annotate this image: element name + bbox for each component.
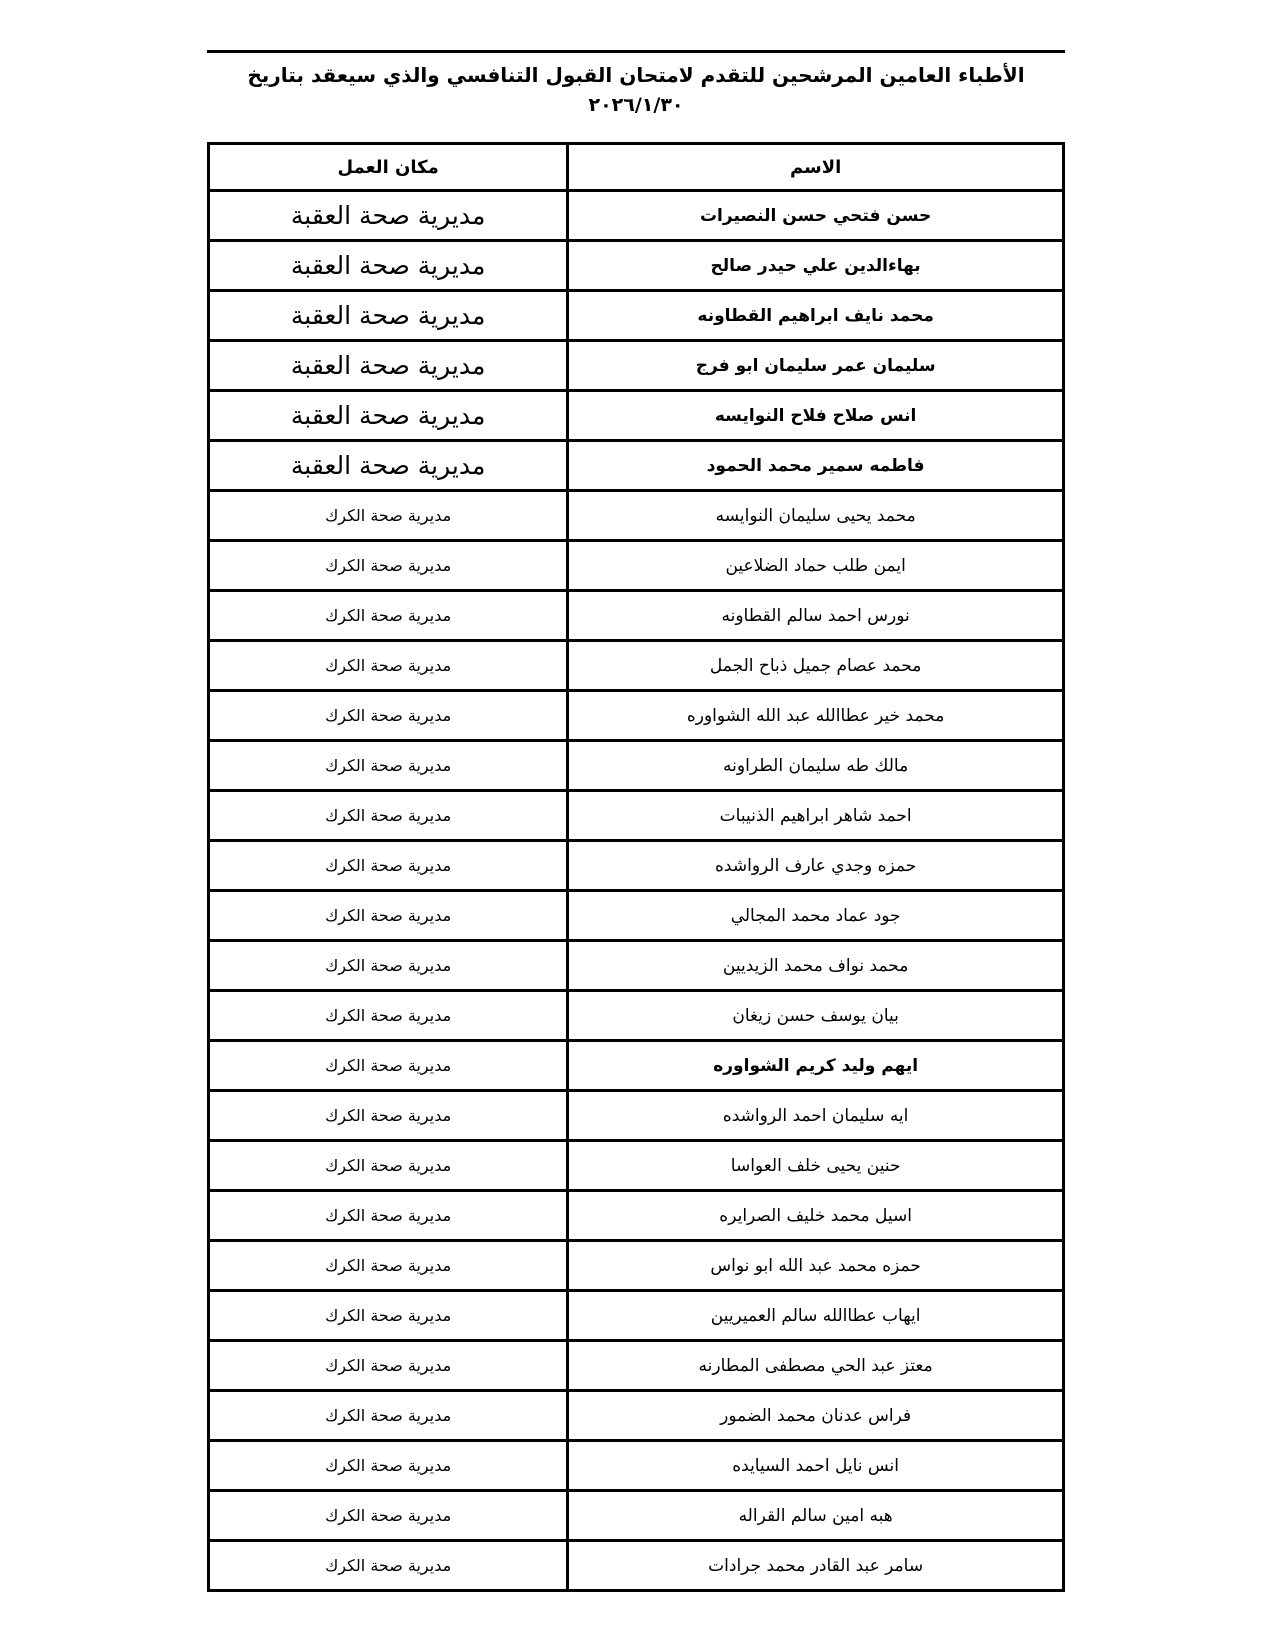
doctor-name-cell: بيان يوسف حسن زيغان <box>568 991 1064 1041</box>
doctor-name-cell: انس نايل احمد السيايده <box>568 1441 1064 1491</box>
doctor-name-cell: ايهم وليد كريم الشواوره <box>568 1041 1064 1091</box>
exam-date: ٢٠٢٦/١/٣٠ <box>588 94 684 116</box>
doctor-name-cell: محمد نواف محمد الزيديين <box>568 941 1064 991</box>
workplace-cell: مديرية صحة الكرك <box>209 1291 568 1341</box>
doctor-name-cell: هبه امين سالم القراله <box>568 1491 1064 1541</box>
doctor-name-cell: معتز عبد الحي مصطفى المطارنه <box>568 1341 1064 1391</box>
workplace-cell: مديرية صحة الكرك <box>209 1141 568 1191</box>
table-row <box>209 191 1064 241</box>
doctor-name-cell: فاطمه سمير محمد الحمود <box>568 441 1064 491</box>
workplace-cell: مديرية صحة الكرك <box>209 491 568 541</box>
table-row <box>209 1541 1064 1591</box>
table-row <box>209 1191 1064 1241</box>
table-row <box>209 741 1064 791</box>
table-row <box>209 491 1064 541</box>
table-row <box>209 441 1064 491</box>
table-row <box>209 1491 1064 1541</box>
workplace-column-header: مكان العمل <box>209 144 568 191</box>
name-column-header: الاسم <box>568 144 1064 191</box>
doctor-name-cell: حمزه وجدي عارف الرواشده <box>568 841 1064 891</box>
doctor-name-cell: محمد نايف ابراهيم القطاونه <box>568 291 1064 341</box>
table-row <box>209 1441 1064 1491</box>
table-row <box>209 891 1064 941</box>
doctor-name-cell: محمد خير عطاالله عبد الله الشواوره <box>568 691 1064 741</box>
doctor-name-cell: مالك طه سليمان الطراونه <box>568 741 1064 791</box>
table-row <box>209 291 1064 341</box>
workplace-cell: مديرية صحة الكرك <box>209 1491 568 1541</box>
table-row <box>209 1341 1064 1391</box>
header-rule <box>207 50 1065 53</box>
workplace-cell: مديرية صحة الكرك <box>209 841 568 891</box>
table-row <box>209 1241 1064 1291</box>
workplace-cell: مديرية صحة الكرك <box>209 1541 568 1591</box>
doctor-name-cell: محمد يحيى سليمان النوايسه <box>568 491 1064 541</box>
workplace-cell: مديرية صحة العقبة <box>209 341 568 391</box>
workplace-cell: مديرية صحة الكرك <box>209 541 568 591</box>
workplace-cell: مديرية صحة العقبة <box>209 291 568 341</box>
table-row <box>209 341 1064 391</box>
workplace-cell: مديرية صحة الكرك <box>209 891 568 941</box>
doctor-name-cell: احمد شاهر ابراهيم الذنيبات <box>568 791 1064 841</box>
doctor-name-cell: ايمن طلب حماد الضلاعين <box>568 541 1064 591</box>
workplace-cell: مديرية صحة الكرك <box>209 741 568 791</box>
doctor-name-cell: محمد عصام جميل ذباح الجمل <box>568 641 1064 691</box>
doctor-name-cell: سامر عبد القادر محمد جرادات <box>568 1541 1064 1591</box>
table-row <box>209 991 1064 1041</box>
doctor-name-cell: سليمان عمر سليمان ابو فرج <box>568 341 1064 391</box>
table-row <box>209 641 1064 691</box>
doctor-name-cell: انس صلاح فلاح النوايسه <box>568 391 1064 441</box>
table-row <box>209 791 1064 841</box>
workplace-cell: مديرية صحة الكرك <box>209 641 568 691</box>
roster-body <box>209 191 1064 1591</box>
doctor-name-cell: حنين يحيى خلف العواسا <box>568 1141 1064 1191</box>
workplace-cell: مديرية صحة الكرك <box>209 941 568 991</box>
table-row <box>209 241 1064 291</box>
table-row <box>209 1141 1064 1191</box>
workplace-cell: مديرية صحة الكرك <box>209 1341 568 1391</box>
doctor-name-cell: جود عماد محمد المجالي <box>568 891 1064 941</box>
table-header <box>209 144 1064 191</box>
workplace-cell: مديرية صحة الكرك <box>209 1441 568 1491</box>
table-row <box>209 1391 1064 1441</box>
table-row <box>209 691 1064 741</box>
workplace-cell: مديرية صحة العقبة <box>209 241 568 291</box>
workplace-cell: مديرية صحة الكرك <box>209 591 568 641</box>
doctor-name-cell: نورس احمد سالم القطاونه <box>568 591 1064 641</box>
workplace-cell: مديرية صحة العقبة <box>209 391 568 441</box>
doctor-name-cell: بهاءالدين علي حيدر صالح <box>568 241 1064 291</box>
table-row <box>209 1041 1064 1091</box>
workplace-cell: مديرية صحة الكرك <box>209 1091 568 1141</box>
table-row <box>209 1291 1064 1341</box>
doctor-name-cell: ايه سليمان احمد الرواشده <box>568 1091 1064 1141</box>
workplace-cell: مديرية صحة العقبة <box>209 191 568 241</box>
workplace-cell: مديرية صحة الكرك <box>209 991 568 1041</box>
table-row <box>209 941 1064 991</box>
doctor-name-cell: اسيل محمد خليف الصرايره <box>568 1191 1064 1241</box>
header-row <box>209 144 1064 191</box>
page-title: الأطباء العامين المرشحين للتقدم لامتحان القبول التنافسي والذي سيعقد بتاريخ <box>247 63 1025 87</box>
workplace-cell: مديرية صحة الكرك <box>209 791 568 841</box>
table-row <box>209 541 1064 591</box>
table-row <box>209 391 1064 441</box>
document-heading <box>207 60 1065 120</box>
doctor-name-cell: ايهاب عطاالله سالم العميريين <box>568 1291 1064 1341</box>
workplace-cell: مديرية صحة الكرك <box>209 1391 568 1441</box>
table-row <box>209 1091 1064 1141</box>
doctor-name-cell: فراس عدنان محمد الضمور <box>568 1391 1064 1441</box>
workplace-cell: مديرية صحة العقبة <box>209 441 568 491</box>
workplace-cell: مديرية صحة الكرك <box>209 1041 568 1091</box>
table-row <box>209 591 1064 641</box>
table-row <box>209 841 1064 891</box>
doctor-name-cell: حمزه محمد عبد الله ابو نواس <box>568 1241 1064 1291</box>
workplace-cell: مديرية صحة الكرك <box>209 1191 568 1241</box>
workplace-cell: مديرية صحة الكرك <box>209 1241 568 1291</box>
workplace-cell: مديرية صحة الكرك <box>209 691 568 741</box>
doctor-name-cell: حسن فتحي حسن النصيرات <box>568 191 1064 241</box>
candidates-table <box>207 142 1065 1592</box>
